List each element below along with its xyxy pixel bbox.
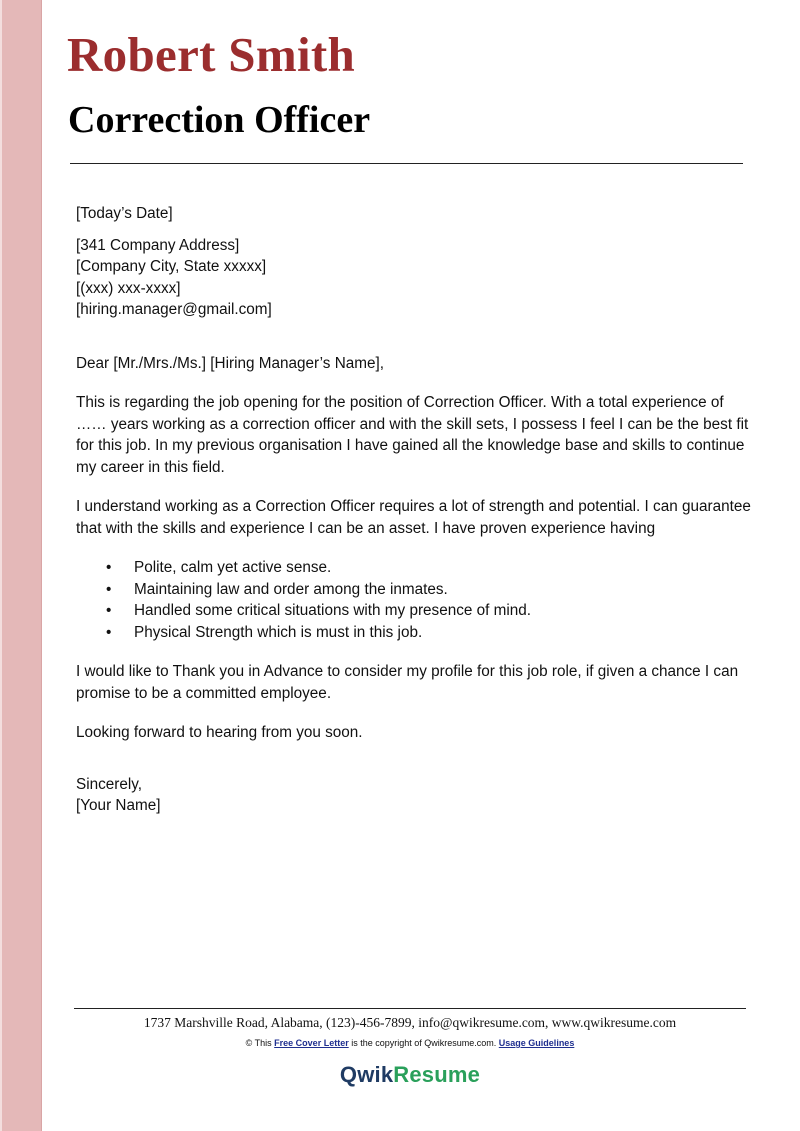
copyright-line: © This Free Cover Letter is the copyright of Qwikresume.com. Usage Guidelines — [245, 1038, 575, 1048]
list-item: • Physical Strength which is must in this job. — [106, 622, 756, 644]
closing: Sincerely, — [76, 775, 143, 793]
copyright-icon: © — [245, 1038, 253, 1048]
salutation: Dear [Mr./Mrs./Ms.] [Hiring Manager’s Name], — [76, 354, 384, 372]
bullet-icon: • — [106, 623, 112, 641]
paragraph-closing-line: Looking forward to hearing from you soon. — [76, 724, 363, 741]
list-item: • Polite, calm yet active sense. — [106, 557, 756, 579]
bullet-icon: • — [106, 602, 112, 619]
bullet-icon: • — [106, 559, 112, 576]
job-title: Correction Officer — [68, 99, 371, 141]
address-line: [Company City, State xxxxx] — [76, 258, 267, 275]
address-line: [(xxx) xxx-xxxx] — [76, 279, 181, 297]
recipient-address — [76, 235, 756, 321]
header-divider — [70, 163, 743, 164]
free-cover-letter-link[interactable]: Free Cover Letter — [274, 1038, 349, 1048]
address-line: [341 Company Address] — [76, 236, 240, 254]
paragraph-intro: This is regarding the job opening for the position of Correction Officer. With a total experience of …… years working as a correction officer and with the skill sets, I possess I feel I can be the best fit for this job. In my previous organisation I have gained all the knowledge base and skills to continue my career in this field. — [76, 394, 749, 476]
qwikresume-logo: QwikResume — [339, 1062, 481, 1087]
bullet-icon: • — [106, 580, 112, 598]
footer-contact: 1737 Marshville Road, Alabama, (123)-456-7899, info@qwikresume.com, www.qwikresume.com — [143, 1015, 677, 1030]
signature: [Your Name] — [76, 797, 161, 814]
address-line: [hiring.manager@gmail.com] — [76, 301, 272, 318]
list-item: • Maintaining law and order among the inmates. — [106, 579, 756, 601]
paragraph-thanks: I would like to Thank you in Advance to consider my profile for this job role, if given a chance I can promise to be a committed employee. — [76, 663, 739, 702]
experience-list — [76, 557, 756, 643]
paragraph-skills: I understand working as a Correction Officer requires a lot of strength and potential. I can guarantee that with the skills and experience I can be an asset. I have proven experience having — [76, 498, 751, 537]
candidate-name: Robert Smith — [67, 27, 356, 82]
letter-body — [76, 203, 756, 817]
letter-date: [Today’s Date] — [76, 205, 173, 222]
side-accent-bar — [0, 0, 42, 1131]
list-item: • Handled some critical situations with my presence of mind. — [106, 600, 756, 622]
usage-guidelines-link[interactable]: Usage Guidelines — [498, 1038, 575, 1048]
footer-divider — [74, 1008, 746, 1009]
